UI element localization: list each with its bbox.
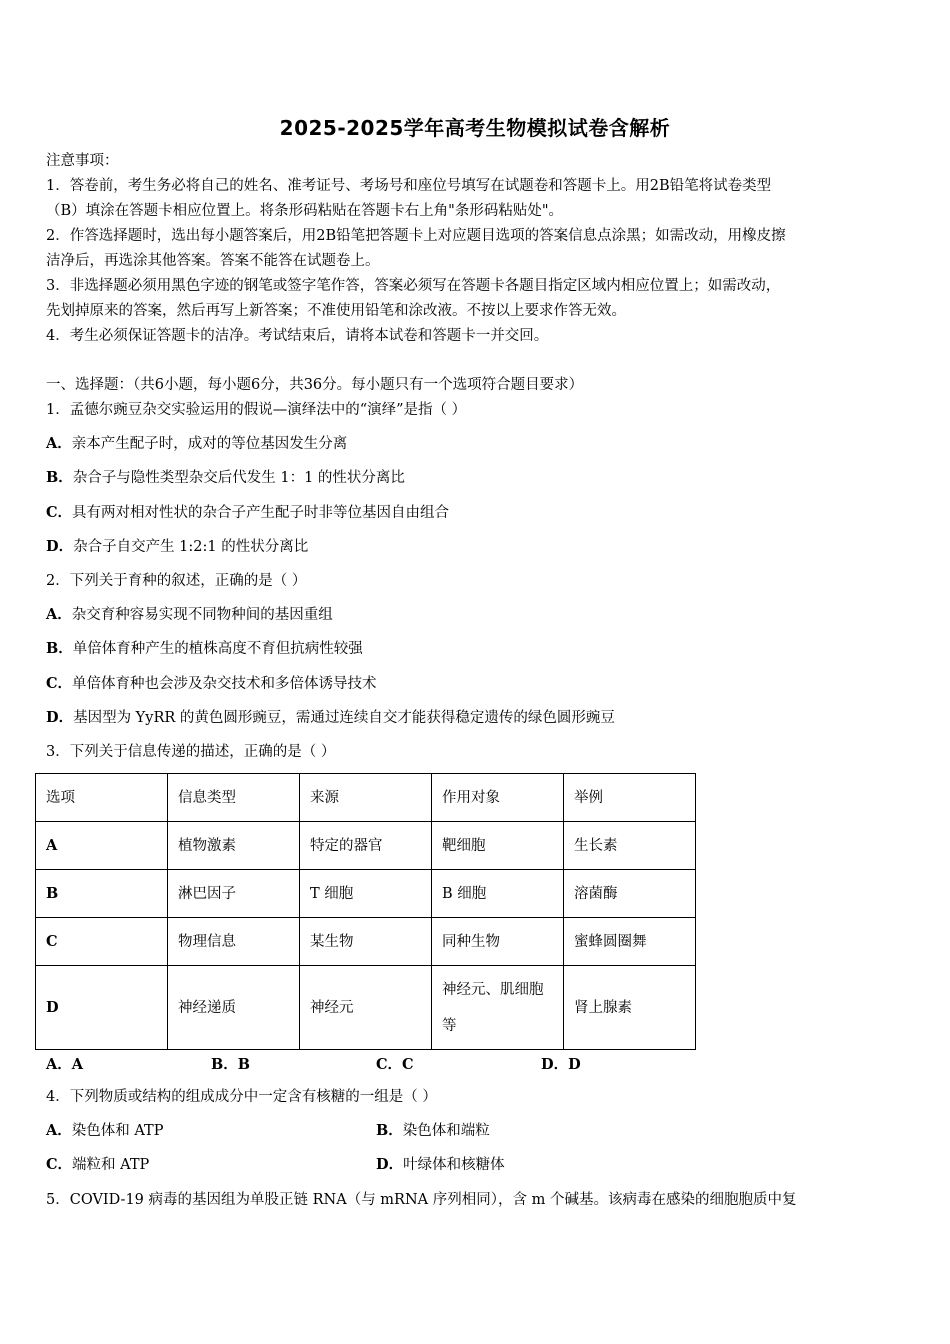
notice-line-4: 洁净后，再选涂其他答案。答案不能答在试题卷上。 [46, 253, 380, 269]
table-cell: 某生物 [300, 918, 432, 966]
table-cell: 肾上腺素 [564, 966, 696, 1050]
q2-stem: 2．下列关于育种的叙述，正确的是（ ） [46, 573, 307, 589]
table-row [36, 822, 696, 870]
option-label: D． [541, 1056, 569, 1073]
table-cell: 溶菌酶 [564, 870, 696, 918]
option-text: D [568, 1056, 581, 1073]
notice-line-7: 4．考生必须保证答题卡的洁净。考试结束后，请将本试卷和答题卡一并交回。 [46, 328, 549, 344]
q2-option-c [46, 674, 906, 694]
q3-answer-c [376, 1053, 414, 1074]
q4-option-c [46, 1155, 346, 1175]
table-cell: D [36, 966, 168, 1050]
option-label: C． [376, 1056, 403, 1073]
page-title: 2025-2025学年高考生物模拟试卷含解析 [279, 116, 671, 140]
q1-option-b [46, 468, 906, 488]
option-text: 杂合子自交产生 1:2:1 的性状分离比 [73, 539, 309, 555]
option-label: D． [46, 709, 74, 726]
option-text: 杂合子与隐性类型杂交后代发生 1：1 的性状分离比 [72, 470, 405, 486]
notice-heading: 注意事项： [46, 153, 119, 169]
table-cell: A [36, 822, 168, 870]
table-cell: 植物激素 [168, 822, 300, 870]
q4-option-d [376, 1155, 776, 1175]
table-row [36, 918, 696, 966]
option-label: B． [46, 640, 73, 657]
option-text: A [71, 1056, 84, 1073]
table-cell: 淋巴因子 [168, 870, 300, 918]
q1-option-d [46, 537, 906, 557]
q4-option-b [376, 1121, 776, 1141]
table-row [36, 870, 696, 918]
notice-line-1: 1．答卷前，考生务必将自己的姓名、准考证号、考场号和座位号填写在试题卷和答题卡上。用2B铅笔将试卷类型 [46, 178, 772, 194]
table-cell: 同种生物 [432, 918, 564, 966]
option-label: D． [46, 538, 74, 555]
table-header-cell: 举例 [564, 774, 696, 822]
option-label: D． [376, 1156, 404, 1173]
option-text: 单倍体育种也会涉及杂交技术和多倍体诱导技术 [72, 676, 377, 692]
table-header-cell: 选项 [36, 774, 168, 822]
q4-option-a [46, 1121, 346, 1141]
section-heading: 一、选择题：（共6小题，每小题6分，共36分。每小题只有一个选项符合题目要求） [46, 377, 584, 393]
option-text: 叶绿体和核糖体 [403, 1157, 505, 1173]
option-text: 染色体和端粒 [402, 1123, 490, 1139]
table-cell: 神经元 [300, 966, 432, 1050]
option-text: C [402, 1056, 414, 1073]
table-cell: 物理信息 [168, 918, 300, 966]
option-text: 基因型为 YyRR 的黄色圆形豌豆，需通过连续自交才能获得稳定遗传的绿色圆形豌豆 [73, 710, 615, 726]
option-text: 亲本产生配子时，成对的等位基因发生分离 [71, 436, 348, 452]
option-text: 端粒和 ATP [72, 1157, 150, 1173]
q5-stem: 5．COVID-19 病毒的基因组为单股正链 RNA（与 mRNA 序列相同），含 m 个碱基。该病毒在感染的细胞胞质中复 [46, 1192, 797, 1208]
q3-answer-d [541, 1053, 581, 1074]
q2-option-d [46, 708, 906, 728]
table-cell: 靶细胞 [432, 822, 564, 870]
table-cell: B 细胞 [432, 870, 564, 918]
option-label: A． [46, 1056, 72, 1073]
table-row [36, 966, 696, 1050]
option-label: A． [46, 1122, 72, 1139]
option-label: C． [46, 675, 73, 692]
q3-answer-b [211, 1053, 250, 1074]
q1-stem: 1．孟德尔豌豆杂交实验运用的假说—演绎法中的“演绎”是指（ ） [46, 402, 467, 418]
q1-option-c [46, 503, 906, 523]
q2-option-a [46, 605, 906, 625]
notice-line-6: 先划掉原来的答案，然后再写上新答案；不准使用铅笔和涂改液。不按以上要求作答无效。 [46, 303, 626, 319]
q3-stem: 3．下列关于信息传递的描述，正确的是（ ） [46, 744, 336, 760]
notice-line-2: （B）填涂在答题卡相应位置上。将条形码粘贴在答题卡右上角"条形码粘贴处"。 [46, 203, 563, 219]
option-label: B． [376, 1122, 403, 1139]
table-cell: 神经递质 [168, 966, 300, 1050]
option-label: C． [46, 1156, 73, 1173]
q1-option-a [46, 434, 906, 454]
option-text: 杂交育种容易实现不同物种间的基因重组 [71, 607, 333, 623]
table-cell: 生长素 [564, 822, 696, 870]
option-text: B [237, 1056, 251, 1073]
table-header-cell: 作用对象 [432, 774, 564, 822]
option-label: B． [211, 1056, 238, 1073]
option-text: 单倍体育种产生的植株高度不育但抗病性较强 [72, 641, 363, 657]
table-header-cell: 信息类型 [168, 774, 300, 822]
table-header-cell: 来源 [300, 774, 432, 822]
option-label: C． [46, 504, 73, 521]
option-label: B． [46, 469, 73, 486]
option-label: A． [46, 435, 72, 452]
option-text: 染色体和 ATP [71, 1123, 164, 1139]
notice-line-5: 3．非选择题必须用黑色字迹的钢笔或签字笔作答，答案必须写在答题卡各题目指定区域内相应位置上；如需改动， [46, 278, 781, 294]
option-text: 具有两对相对性状的杂合子产生配子时非等位基因自由组合 [72, 505, 450, 521]
table-cell: T 细胞 [300, 870, 432, 918]
q4-stem: 4．下列物质或结构的组成成分中一定含有核糖的一组是（ ） [46, 1089, 437, 1105]
q2-option-b [46, 639, 906, 659]
option-label: A． [46, 606, 72, 623]
table-cell: 特定的器官 [300, 822, 432, 870]
notice-line-3: 2．作答选择题时，选出每小题答案后，用2B铅笔把答题卡上对应题目选项的答案信息点涂黑；如需改动，用橡皮擦 [46, 228, 786, 244]
table-cell: 神经元、肌细胞等 [432, 966, 564, 1050]
table-cell: 蜜蜂圆圈舞 [564, 918, 696, 966]
q3-table [35, 773, 696, 1050]
table-cell: B [36, 870, 168, 918]
table-header-row [36, 774, 696, 822]
table-cell: C [36, 918, 168, 966]
q3-answer-a [46, 1053, 83, 1074]
